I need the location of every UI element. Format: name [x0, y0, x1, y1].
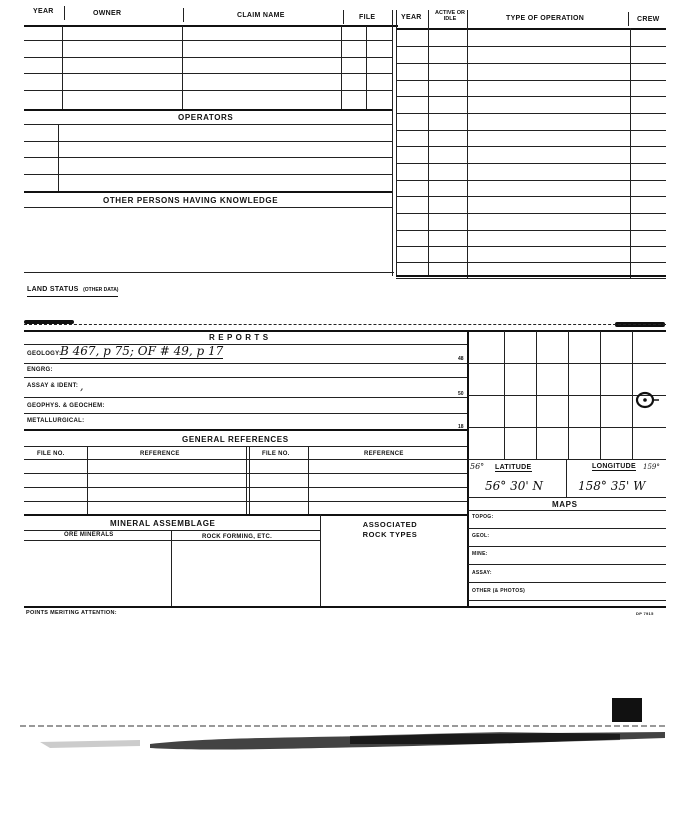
location-marker-icon: [633, 390, 659, 410]
column-line: [171, 530, 172, 606]
row-line: [24, 73, 392, 74]
grid-line: [566, 459, 567, 497]
grid-line: [468, 459, 666, 460]
header-year-operation: YEAR: [401, 14, 422, 21]
rule: [24, 330, 666, 332]
panel-border: [467, 330, 469, 608]
row-line: [24, 272, 394, 273]
rule: [396, 28, 666, 30]
maps-mine: MINE:: [472, 551, 488, 557]
row-line: [396, 246, 666, 247]
row-line: [24, 57, 392, 58]
column-line: [246, 446, 247, 514]
row-line: [24, 124, 392, 125]
metallurgical-label: METALLURGICAL:: [27, 418, 85, 424]
column-line: [320, 514, 321, 606]
rule: [468, 564, 666, 565]
row-line: [396, 262, 666, 263]
land-status-label: LAND STATUS: [27, 286, 79, 293]
rule: [468, 600, 666, 601]
row-line: [24, 157, 392, 158]
row-line: [396, 80, 666, 81]
geophys-label: GEOPHYS. & GEOCHEM:: [27, 403, 105, 409]
row-line: [396, 230, 666, 231]
column-line: [396, 10, 397, 276]
mineral-assemblage-title: MINERAL ASSEMBLAGE: [110, 519, 216, 528]
column-line: [428, 10, 429, 277]
longitude-value: 158° 35' W: [578, 479, 646, 493]
page-count-48: 48: [458, 356, 464, 362]
reference-header-2: REFERENCE: [364, 451, 404, 457]
row-line: [396, 63, 666, 64]
associated-rock-types-title: ASSOCIATED ROCK TYPES: [362, 520, 418, 539]
engrg-label: ENGRG:: [27, 367, 53, 373]
column-line: [308, 446, 309, 514]
rock-forming-header: ROCK FORMING, ETC.: [202, 534, 273, 540]
column-line: [58, 125, 59, 191]
column-line: [392, 10, 393, 276]
row-line: [396, 275, 666, 277]
longitude-suffix: 159°: [643, 463, 660, 471]
column-line: [630, 28, 631, 278]
maps-geol: GEOL:: [472, 533, 490, 539]
row-line: [24, 40, 392, 41]
reports-title: R E P O R T S: [209, 333, 269, 342]
row-line: [396, 46, 666, 47]
latitude-label: LATITUDE: [495, 464, 532, 471]
row-line: [396, 180, 666, 181]
row-line: [24, 174, 392, 175]
header-crew: CREW: [637, 16, 660, 23]
row-line: [396, 163, 666, 164]
longitude-label: LONGITUDE: [592, 463, 636, 470]
rule: [24, 397, 468, 398]
grid-line: [468, 363, 666, 364]
row-line: [396, 196, 666, 197]
maps-other: OTHER (& PHOTOS): [472, 588, 526, 594]
divider: [628, 12, 629, 26]
grid-line: [468, 427, 666, 428]
column-line: [341, 26, 342, 110]
rule: [24, 540, 320, 541]
rule: [24, 530, 320, 531]
page-count-50: 50: [458, 391, 464, 397]
maps-title: MAPS: [552, 500, 578, 509]
row-line: [396, 278, 666, 279]
column-line: [182, 26, 183, 110]
rule: [24, 413, 468, 414]
rule: [24, 363, 468, 364]
operators-title: OPERATORS: [178, 113, 234, 122]
divider: [183, 8, 184, 22]
header-owner: OWNER: [93, 10, 122, 17]
divider: [343, 10, 344, 24]
row-line: [396, 213, 666, 214]
row-line: [24, 191, 392, 193]
header-active-or-idle: ACTIVE OR IDLE: [435, 10, 465, 22]
header-year: YEAR: [33, 8, 54, 15]
geology-value: B 467, p 75; OF # 49, p 17: [60, 344, 224, 358]
geology-label: GEOLOGY:: [27, 351, 62, 357]
rule: [24, 606, 666, 608]
rule: [24, 429, 468, 431]
column-line: [87, 446, 88, 514]
page-count-18: 18: [458, 424, 464, 430]
divider: [64, 6, 65, 20]
header-type-of-operation: TYPE OF OPERATION: [506, 15, 585, 22]
rule: [24, 324, 666, 325]
rule: [468, 528, 666, 529]
row-line: [396, 113, 666, 114]
row-line: [396, 146, 666, 147]
rule: [468, 546, 666, 547]
column-line: [366, 26, 367, 110]
rule: [468, 510, 666, 511]
row-line: [396, 96, 666, 97]
rule: [468, 497, 666, 498]
latitude-prefix: 56°: [470, 462, 485, 471]
column-line: [467, 10, 468, 278]
other-persons-title: OTHER PERSONS HAVING KNOWLEDGE: [103, 196, 279, 205]
column-line: [62, 26, 63, 110]
header-file: FILE: [359, 14, 376, 21]
row-line: [24, 141, 392, 142]
assay-value: ,: [80, 380, 84, 393]
rule: [24, 514, 468, 516]
row-line: [396, 130, 666, 131]
header-claim-name: CLAIM NAME: [237, 12, 285, 19]
ore-minerals-header: ORE MINERALS: [64, 532, 114, 538]
file-no-header-2: FILE NO.: [262, 451, 290, 457]
maps-assay: ASSAY:: [472, 570, 492, 576]
points-meriting-attention-label: POINTS MERITING ATTENTION:: [26, 610, 117, 616]
reference-header: REFERENCE: [140, 451, 180, 457]
rule: [24, 377, 468, 378]
land-status-sub: (OTHER DATA): [83, 287, 119, 293]
row-line: [24, 109, 392, 111]
latitude-value: 56° 30' N: [485, 479, 543, 493]
assay-label: ASSAY & IDENT:: [27, 383, 79, 389]
column-line: [249, 446, 250, 514]
maps-topog: TOPOG:: [472, 514, 494, 520]
rule: [468, 582, 666, 583]
general-references-title: GENERAL REFERENCES: [182, 435, 289, 444]
row-line: [24, 207, 392, 208]
land-status-heading: [27, 278, 118, 297]
form-number: DP 7915: [636, 611, 654, 616]
scan-smear: [20, 716, 668, 756]
file-no-header: FILE NO.: [37, 451, 65, 457]
row-line: [24, 90, 392, 91]
